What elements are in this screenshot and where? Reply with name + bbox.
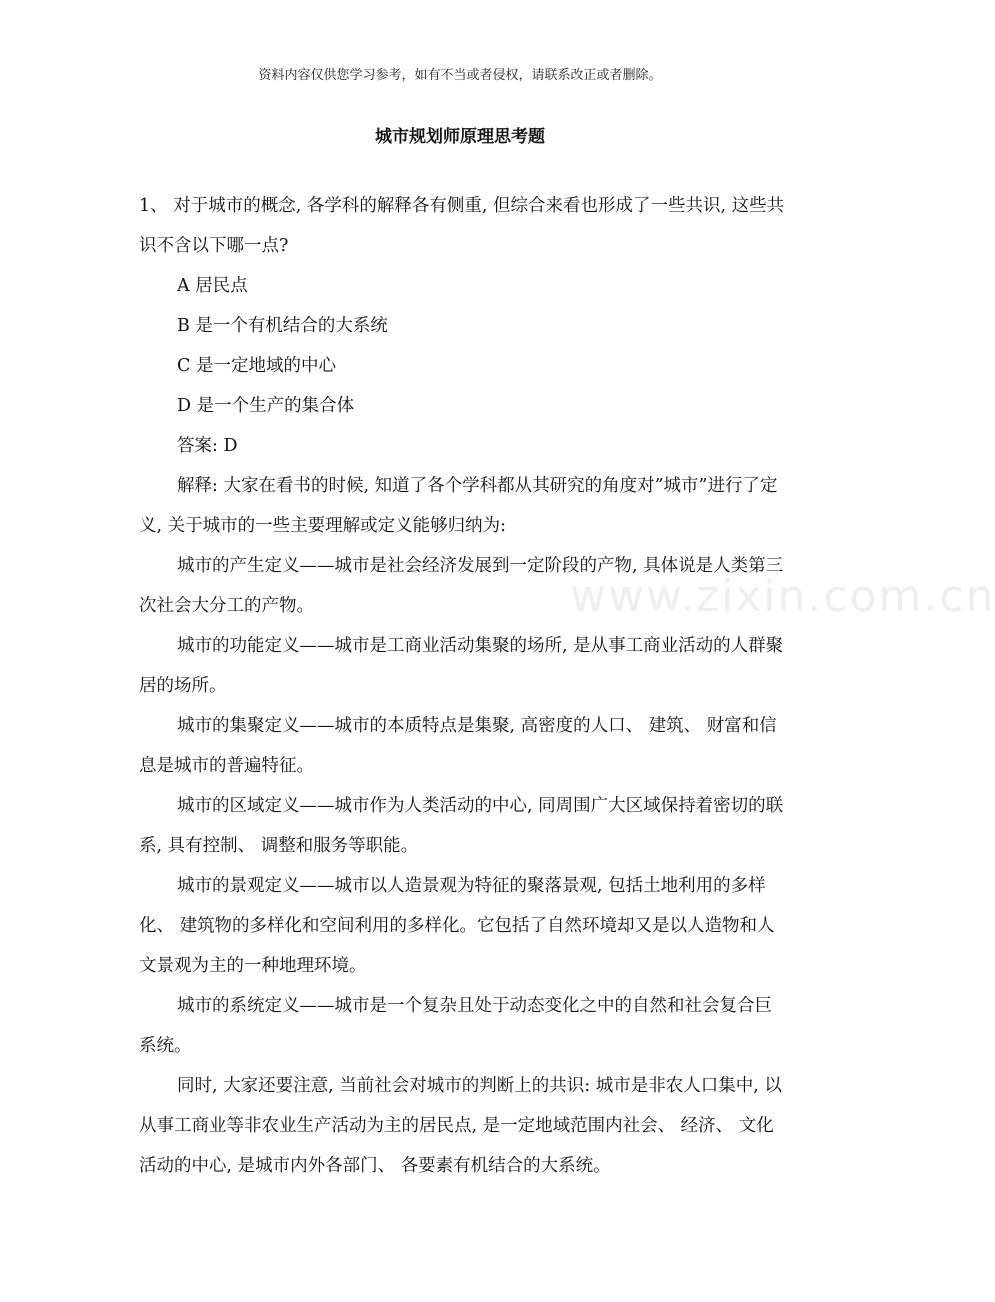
option-c: C 是一定地域的中心 <box>177 356 336 376</box>
option-a: A 居民点 <box>177 276 248 296</box>
definition-region: 城市的区域定义——城市作为人类活动的中心, 同周围广大区域保持着密切的联系, 具有控制、 调整和服务等职能。 <box>139 796 784 856</box>
question-block <box>139 186 789 1186</box>
copyright-notice: 资料内容仅供您学习参考，如有不当或者侵权，请联系改正或者删除。 <box>258 68 662 83</box>
question-stem: 1、 对于城市的概念, 各学科的解释各有侧重, 但综合来看也形成了一些共识, 这些共识不含以下哪一点? <box>139 196 785 256</box>
consensus-paragraph: 同时, 大家还要注意, 当前社会对城市的判断上的共识: 城市是非农人口集中, 以从事工商业等非农业生产活动为主的居民点, 是一定地域范围内社会、 经济、 文化活动的中心, 是城市内外各部门、 各要素有机结合的大系统。 <box>139 1076 782 1176</box>
definition-system: 城市的系统定义——城市是一个复杂且处于动态变化之中的自然和社会复合巨系统。 <box>139 996 772 1056</box>
option-d: D 是一个生产的集合体 <box>177 396 355 416</box>
explanation-intro: 解释: 大家在看书的时候, 知道了各个学科都从其研究的角度对”城市”进行了定义, 关于城市的一些主要理解或定义能够归纳为: <box>139 476 778 536</box>
definition-function: 城市的功能定义——城市是工商业活动集聚的场所, 是从事工商业活动的人群聚居的场所。 <box>139 636 784 696</box>
page-title: 城市规划师原理思考题 <box>375 127 545 147</box>
option-b: B 是一个有机结合的大系统 <box>177 316 388 336</box>
definition-landscape: 城市的景观定义——城市以人造景观为特征的聚落景观, 包括土地利用的多样化、 建筑物的多样化和空间利用的多样化。它包括了自然环境却又是以人造物和人文景观为主的一种地理环境。 <box>139 876 775 976</box>
answer-line: 答案: D <box>177 436 238 456</box>
definition-agglomeration: 城市的集聚定义——城市的本质特点是集聚, 高密度的人口、 建筑、 财富和信息是城市的普遍特征。 <box>139 716 777 776</box>
definition-origin: 城市的产生定义——城市是社会经济发展到一定阶段的产物, 具体说是人类第三次社会大分工的产物。 <box>139 556 784 616</box>
watermark: www.zixin.com.cn <box>570 571 995 622</box>
